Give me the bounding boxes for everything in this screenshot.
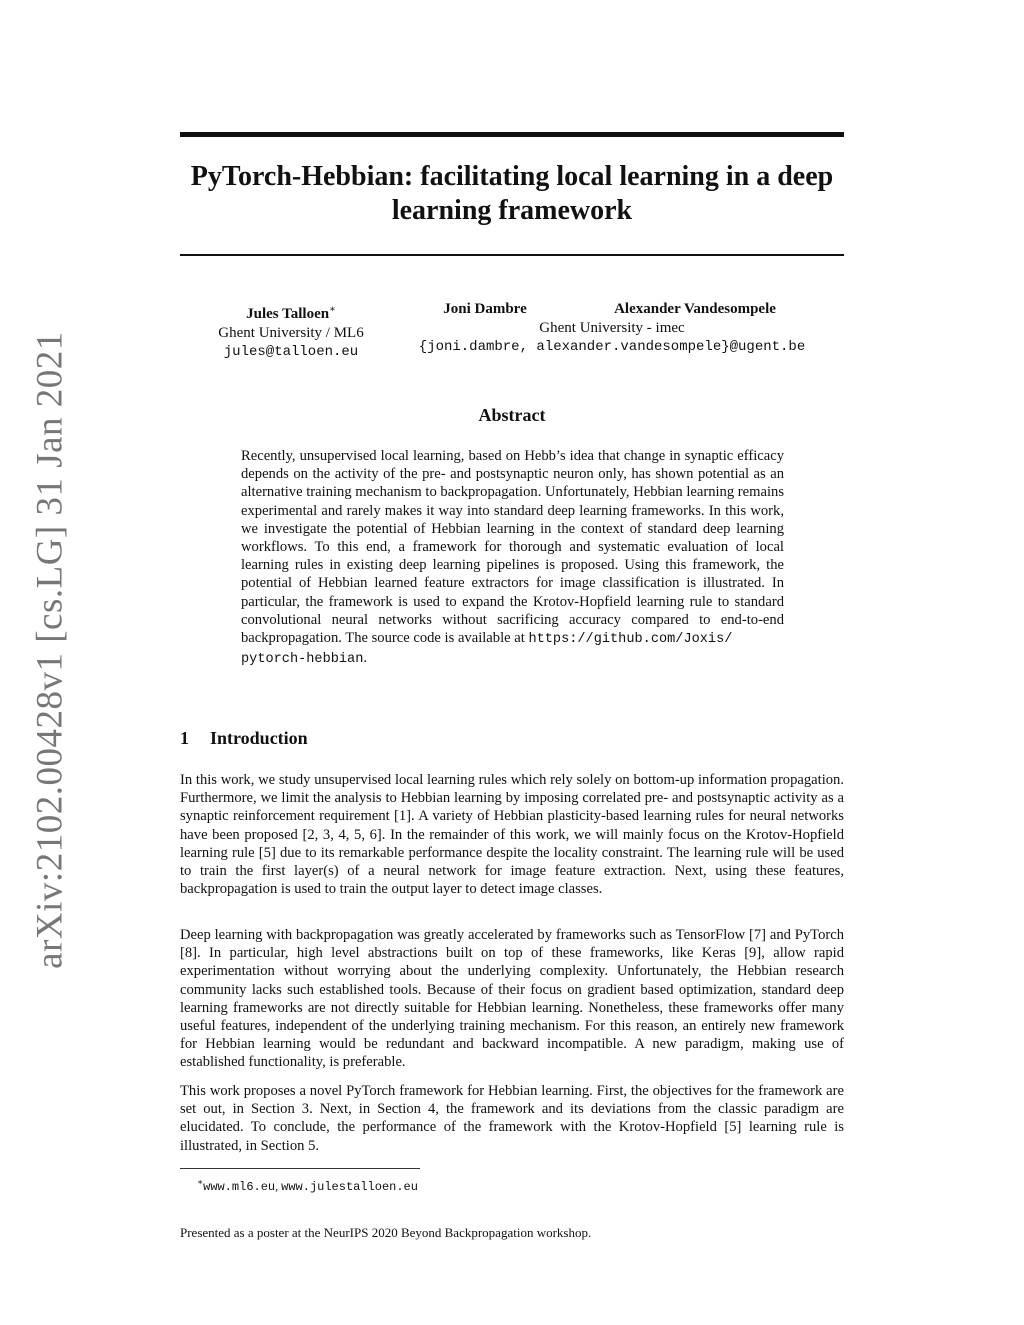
abstract-text: Recently, unsupervised local learning, based on Hebb’s idea that change in synaptic efficacy depends on the activity of the pre- and postsynaptic neuron only, has shown potential as an alternative training mechanism to backpropagation. Unfortunately, Hebbian learning remains experimental and rarely makes it way into standard deep learning frameworks. In this work, we investigate the potential of Hebbian learning in the context of standard deep learning workflows. To this end, a framework for thorough and systematic evaluation of local learning rules in existing deep learning pipelines is proposed. Using this framework, the potential of Hebbian learned feature extractors for image classification is illustrated. In particular, the framework is used to expand the Krotov-Hopfield learning rule to standard convolutional neural networks without sacrificing accuracy compared to end-to-end backpropagation. The source code is available at https://github.com/Joxis/ pytorch-hebbian. <box>241 448 784 668</box>
paper-title: PyTorch-Hebbian: facilitating local learning in a deep learning framework <box>190 161 834 226</box>
intro-paragraph-3: This work proposes a novel PyTorch framework for Hebbian learning. First, the objectives for the framework are set out, in Section 3. Next, in Section 4, the framework and its deviations from the classic paradigm are elucidated. To conclude, the performance of the framework with the Krotov-Hopfield [5] learning rule is illustrated, in Section 5. <box>180 1083 844 1154</box>
intro-paragraph-1: In this work, we study unsupervised local learning rules which rely solely on bottom-up information propagation. Furthermore, we limit the analysis to Hebbian learning by imposing correlated pre- and postsynaptic activity as a synaptic reinforcement requirement [1]. A variety of Hebbian plasticity-based learning rules for neural networks have been proposed [2, 3, 4, 5, 6]. In the remainder of this work, we will mainly focus on the Krotov-Hopfield learning rule [5] due to its remarkable performance despite the locality constraint. The learning rule will be used to train the first layer(s) of a neural network for image feature extraction. Next, using these features, backpropagation is used to train the output layer to detect image classes. <box>180 772 844 898</box>
author-block-3 <box>590 300 800 319</box>
author-email-1: jules@talloen.eu <box>223 344 359 360</box>
footnote-link-ml6[interactable]: www.ml6.eu <box>203 1180 276 1194</box>
section-title: Introduction <box>210 728 308 748</box>
footnote-rule <box>180 1168 420 1169</box>
title-top-rule <box>180 132 844 137</box>
section-heading-introduction <box>180 727 308 749</box>
shared-affiliation-block <box>412 319 812 357</box>
footnote-mark: ∗ <box>197 1177 204 1187</box>
shared-email: {joni.dambre, alexander.vandesompele}@ugent.be <box>418 339 806 355</box>
venue-note: Presented as a poster at the NeurIPS 2020 Beyond Backpropagation workshop. <box>180 1225 592 1240</box>
intro-paragraph-2: Deep learning with backpropagation was greatly accelerated by frameworks such as TensorFlow [7] and PyTorch [8]. In particular, high level abstractions built on top of these frameworks, like Keras [9], allow rapid experimentation without worrying about the underlying complexity. Unfortunately, the Hebbian research community lacks such established tools. Because of their focus on gradient based optimization, standard deep learning frameworks are not directly suitable for Hebbian learning. Nonetheless, these frameworks offer many useful features, independent of the underlying training mechanism. For this reason, an entirely new framework for Hebbian learning would be redundant and backward incompatible. A new paradigm, making use of established functionality, is preferable. <box>180 927 844 1071</box>
section-number: 1 <box>180 728 189 748</box>
abstract-heading: Abstract <box>478 405 546 425</box>
title-bottom-rule <box>180 254 844 256</box>
author-name-3: Alexander Vandesompele <box>614 301 776 317</box>
author-block-1 <box>196 300 386 362</box>
author-block-2 <box>420 300 550 319</box>
abstract-body: Recently, unsupervised local learning, based on Hebb’s idea that change in synaptic efficacy depends on the activity of the pre- and postsynaptic neuron only, has shown potential as an alternative training mechanism to backpropagation. Unfortunately, Hebbian learning remains experimental and rarely makes it way into standard deep learning frameworks. In this work, we investigate the potential of Hebbian learning in the context of standard deep learning workflows. To this end, a framework for thorough and systematic evaluation of local learning rules in existing deep learning pipelines is proposed. Using this framework, the potential of Hebbian learned feature extractors for image classification is illustrated. In particular, the framework is used to expand the Krotov-Hopfield learning rule to standard convolutional neural networks without sacrificing accuracy compared to end-to-end backpropagation. The source code is available at <box>241 448 784 647</box>
author-affiliation-1: Ghent University / ML6 <box>218 325 364 341</box>
arxiv-side-label: arXiv:2102.00428v1 [cs.LG] 31 Jan 2021 <box>29 331 71 969</box>
footnote-link-julestalloen[interactable]: www.julestalloen.eu <box>281 1180 418 1194</box>
footnote: ∗www.ml6.eu, www.julestalloen.eu <box>197 1177 418 1194</box>
source-code-link[interactable]: https://github.com/Joxis/ pytorch-hebbian <box>241 632 733 668</box>
author-name-2: Joni Dambre <box>443 301 527 317</box>
author-name-1: Jules Talloen∗ <box>246 304 336 322</box>
shared-affiliation: Ghent University - imec <box>539 320 685 336</box>
author-footnote-mark: ∗ <box>329 304 336 315</box>
